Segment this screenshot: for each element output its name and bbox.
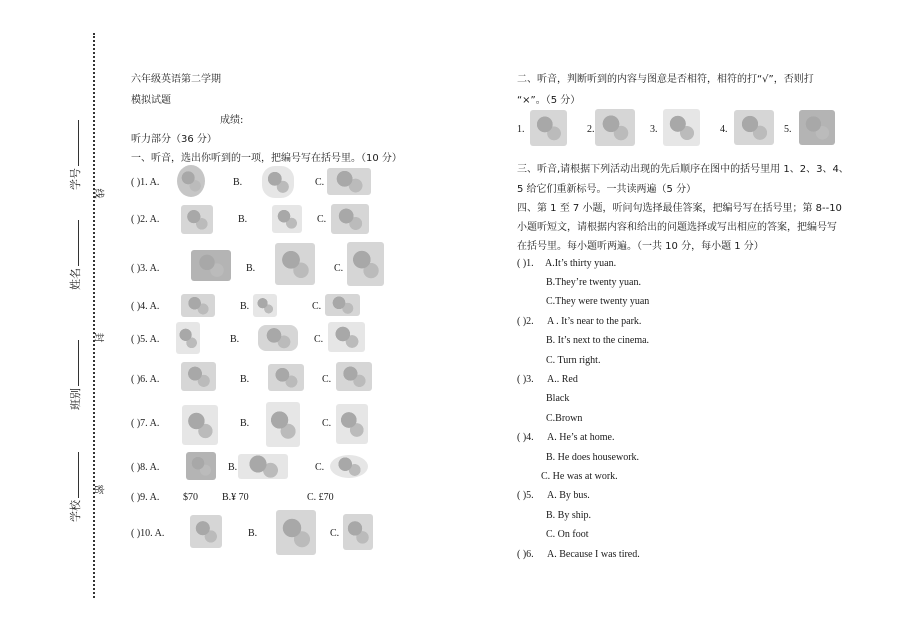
name-blank[interactable]	[78, 220, 79, 266]
q6-number: ( )6. A.	[131, 374, 160, 385]
part4-instruction-line3: 在括号里。每小题听两遍。（一共 10 分，每小题 1 分）	[517, 241, 764, 252]
part2-item-2-number: 2.	[587, 124, 595, 135]
student-id-label: 学号	[69, 168, 82, 190]
mc1-option-b: B.They’re twenty yuan.	[546, 277, 641, 288]
q4-option-c: C.	[312, 301, 322, 312]
section-listening-heading: 听力部分（36 分）	[131, 134, 217, 145]
socks-image	[347, 242, 384, 286]
boy-standing-image	[266, 402, 300, 447]
mc4-number: ( )4.	[517, 432, 534, 443]
part2-item-5-number: 5.	[784, 124, 792, 135]
q9-option-c: C. £70	[307, 492, 334, 503]
seal-char-line: 线	[92, 188, 104, 199]
name-field[interactable]	[67, 220, 83, 290]
part2-instruction-line1: 二、听音，判断听到的内容与图意是否相符，相符的打“√”，否则打	[517, 74, 814, 85]
cake-image	[186, 452, 216, 480]
mc1-option-c: C.They were twenty yuan	[546, 296, 650, 307]
q9-option-a: $70	[183, 492, 198, 503]
part3-instruction-line1: 三、听音,请根据下列活动出现的先后顺序在图中的括号里用 1、2、3、4、	[517, 164, 849, 175]
q2-number: ( )2. A.	[131, 214, 160, 225]
q2-option-b: B.	[238, 214, 248, 225]
binding-dotted-line	[93, 33, 95, 598]
mc1-option-a: A.It’s thirty yuan.	[545, 258, 617, 269]
part2-picture-2	[595, 109, 635, 146]
q10-option-c: C.	[330, 528, 340, 539]
girl-with-plate-image	[336, 404, 368, 444]
mc2-option-b: B. It’s next to the cinema.	[546, 335, 650, 346]
garden-image	[336, 362, 372, 391]
student-id-blank[interactable]	[78, 120, 79, 166]
mc5-option-a: A. By bus.	[547, 490, 590, 501]
q5-option-b: B.	[230, 334, 240, 345]
part4-instruction-line1: 四、第 1 至 7 小题，听问句选择最佳答案，把编号写在括号里；第 8--10	[517, 203, 842, 214]
drum-image	[258, 325, 298, 351]
snake-image	[181, 205, 213, 234]
q10-number: ( )10. A.	[131, 528, 165, 539]
kids-playing-image	[343, 514, 373, 550]
seal-char-secret: 密	[92, 484, 104, 495]
exam-title-line2: 模拟试题	[131, 95, 171, 106]
mc2-number: ( )2.	[517, 316, 534, 327]
q10-option-b: B.	[248, 528, 258, 539]
q3-option-b: B.	[246, 263, 256, 274]
q5-option-c: C.	[314, 334, 324, 345]
guitar-image	[176, 322, 200, 354]
q8-number: ( )8. A.	[131, 462, 160, 473]
village-image	[268, 364, 304, 391]
dancers-image	[276, 510, 316, 555]
part3-instruction-line2: 5 给它们重新标号。一共读两遍（5 分）	[517, 184, 697, 195]
mc2-option-c: C. Turn right.	[546, 355, 601, 366]
flag-image	[181, 294, 215, 317]
seal-char-seal: 封	[92, 332, 104, 343]
street-scene-image	[190, 515, 222, 548]
mc5-number: ( )5.	[517, 490, 534, 501]
q1-number: ( )1. A.	[131, 177, 160, 188]
skateboard-image	[328, 322, 365, 352]
mc3-option-b: Black	[546, 393, 570, 404]
part2-instruction-line2: “×”。（5 分）	[517, 95, 581, 106]
mc5-option-c: C. On foot	[546, 529, 589, 540]
cloud-sun-image	[325, 294, 360, 316]
student-id-field[interactable]	[67, 120, 83, 190]
mc1-number: ( )1.	[517, 258, 534, 269]
mc4-option-a: A. He’s at home.	[547, 432, 615, 443]
q6-option-c: C.	[322, 374, 332, 385]
autumn-leaf-image	[181, 362, 216, 391]
mc2-option-a: A . It’s near to the park.	[547, 316, 642, 327]
jacket-image	[275, 243, 315, 285]
part4-instruction-line2: 小题听短文，请根据内容和给出的问题选择或写出相应的答案，把编号写	[517, 222, 837, 233]
q8-option-c: C.	[315, 462, 325, 473]
grapes-image	[177, 165, 205, 197]
elephant-image	[272, 205, 302, 233]
mc5-option-b: B. By ship.	[546, 510, 592, 521]
part2-item-1-number: 1.	[517, 124, 525, 135]
boy-with-kite-image	[182, 405, 218, 445]
mc6-number: ( )6.	[517, 549, 534, 560]
q7-option-c: C.	[322, 418, 332, 429]
soap-image	[330, 455, 368, 478]
part2-picture-5	[799, 110, 835, 145]
part2-item-3-number: 3.	[650, 124, 658, 135]
class-blank[interactable]	[78, 340, 79, 386]
mc6-option-a: A. Because I was tired.	[547, 549, 640, 560]
part2-item-4-number: 4.	[720, 124, 728, 135]
q2-option-c: C.	[317, 214, 327, 225]
score-label: 成绩:	[220, 115, 244, 126]
school-blank[interactable]	[78, 452, 79, 498]
q8-option-b: B.	[228, 462, 238, 473]
butterfly-image	[331, 204, 369, 234]
pears-image	[262, 166, 294, 198]
skirt-image	[191, 250, 231, 281]
sun-image	[253, 294, 277, 317]
q1-option-c: C.	[315, 177, 325, 188]
school-field[interactable]	[67, 452, 83, 522]
name-label: 姓名	[69, 268, 82, 290]
q9-number: ( )9. A.	[131, 492, 160, 503]
q6-option-b: B.	[240, 374, 250, 385]
mc3-option-a: A.. Red	[547, 374, 578, 385]
q3-number: ( )3. A.	[131, 263, 160, 274]
q1-option-b: B.	[233, 177, 243, 188]
part2-picture-4-ship	[734, 110, 774, 145]
part2-picture-1	[530, 110, 567, 146]
q4-number: ( )4. A.	[131, 301, 160, 312]
q9-option-b: B.¥ 70	[222, 492, 249, 503]
q3-option-c: C.	[334, 263, 344, 274]
q7-option-b: B.	[240, 418, 250, 429]
mc4-option-c: C. He was at work.	[541, 471, 618, 482]
school-label: 学校	[69, 500, 82, 522]
mc4-option-b: B. He does housework.	[546, 452, 640, 463]
candy-image	[238, 454, 288, 479]
q4-option-b: B.	[240, 301, 250, 312]
part2-picture-3	[663, 109, 700, 146]
q7-number: ( )7. A.	[131, 418, 160, 429]
part1-instruction: 一、听音，选出你听到的一项，把编号写在括号里。（10 分）	[131, 153, 402, 164]
mc3-number: ( )3.	[517, 374, 534, 385]
q5-number: ( )5. A.	[131, 334, 160, 345]
class-field[interactable]	[67, 340, 83, 410]
class-label: 班别	[69, 388, 82, 410]
sweet-potatoes-image	[327, 168, 371, 195]
exam-title-line1: 六年级英语第二学期	[131, 74, 221, 85]
mc3-option-c: C.Brown	[546, 413, 583, 424]
